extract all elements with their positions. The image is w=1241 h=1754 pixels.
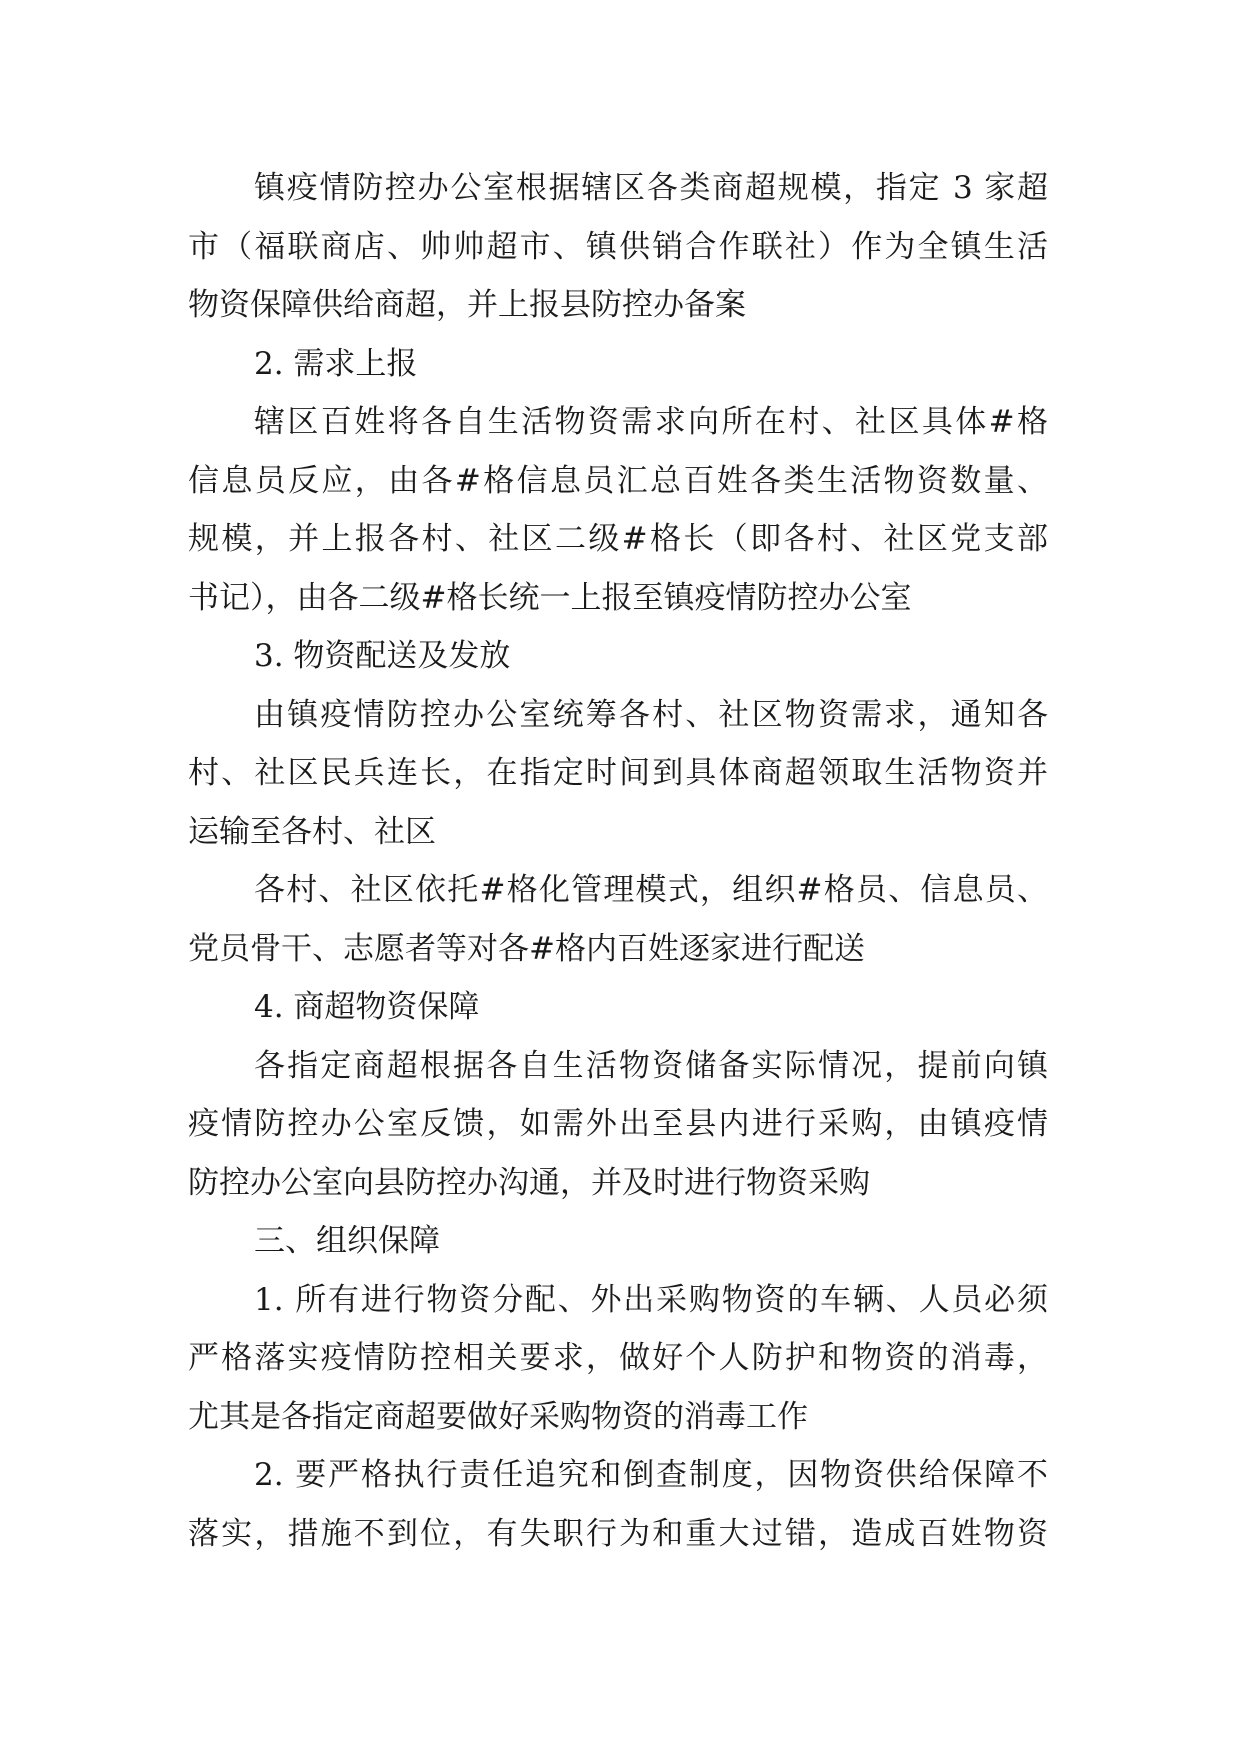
heading-line: 三、组织保障 [254, 1223, 440, 1259]
text-line: 由镇疫情防控办公室统筹各村、社区物资需求，通知各 [254, 696, 1048, 733]
text-line: 1. 所有进行物资分配、外出采购物资的车辆、人员必须 [254, 1281, 1048, 1318]
text-line: 村、社区民兵连长，在指定时间到具体商超领取生活物资并 [188, 755, 1048, 791]
paragraph-demand-reporting [188, 393, 1048, 627]
text-line: 落实，措施不到位，有失职行为和重大过错，造成百姓物资 [188, 1515, 1048, 1552]
paragraph-guarantee-disinfection [188, 1271, 1048, 1447]
paragraph-supermarket-supply [188, 1037, 1048, 1213]
text-line: 规模，并上报各村、社区二级#格长（即各村、社区党支部 [188, 521, 1048, 557]
paragraph-supermarket-designation [188, 159, 1048, 335]
heading-line: 2. 需求上报 [254, 345, 418, 382]
text-line: 辖区百姓将各自生活物资需求向所在村、社区具体#格 [254, 404, 1048, 440]
text-line: 镇疫情防控办公室根据辖区各类商超规模，指定 3 家超 [254, 170, 1048, 206]
body-text [188, 159, 1048, 1563]
text-line: 市（福联商店、帅帅超市、镇供销合作联社）作为全镇生活 [188, 228, 1048, 265]
paragraph-distribution-pickup [188, 686, 1048, 862]
paragraph-guarantee-accountability [188, 1446, 1048, 1563]
text-line: 党员骨干、志愿者等对各#格内百姓逐家进行配送 [188, 930, 865, 967]
text-line: 严格落实疫情防控相关要求，做好个人防护和物资的消毒， [188, 1340, 1048, 1376]
text-line: 书记），由各二级#格长统一上报至镇疫情防控办公室 [188, 579, 912, 616]
text-line: 疫情防控办公室反馈，如需外出至县内进行采购，由镇疫情 [188, 1106, 1048, 1142]
section-heading-demand-reporting [188, 335, 1048, 394]
section-heading-supermarket-supply [188, 978, 1048, 1037]
text-line: 信息员反应，由各#格信息员汇总百姓各类生活物资数量、 [188, 462, 1048, 499]
section-heading-distribution [188, 627, 1048, 686]
heading-line: 3. 物资配送及发放 [254, 638, 511, 674]
text-line: 运输至各村、社区 [188, 813, 436, 850]
text-line: 各指定商超根据各自生活物资储备实际情况，提前向镇 [254, 1047, 1048, 1084]
text-line: 尤其是各指定商超要做好采购物资的消毒工作 [188, 1398, 808, 1435]
text-line: 各村、社区依托#格化管理模式，组织#格员、信息员、 [254, 872, 1048, 908]
section-heading-organizational-guarantee [188, 1212, 1048, 1271]
text-line: 物资保障供给商超，并上报县防控办备案 [188, 287, 746, 323]
text-line: 2. 要严格执行责任追究和倒查制度，因物资供给保障不 [254, 1457, 1048, 1493]
paragraph-distribution-delivery [188, 861, 1048, 978]
text-line: 防控办公室向县防控办沟通，并及时进行物资采购 [188, 1164, 870, 1201]
heading-line: 4. 商超物资保障 [254, 989, 480, 1025]
